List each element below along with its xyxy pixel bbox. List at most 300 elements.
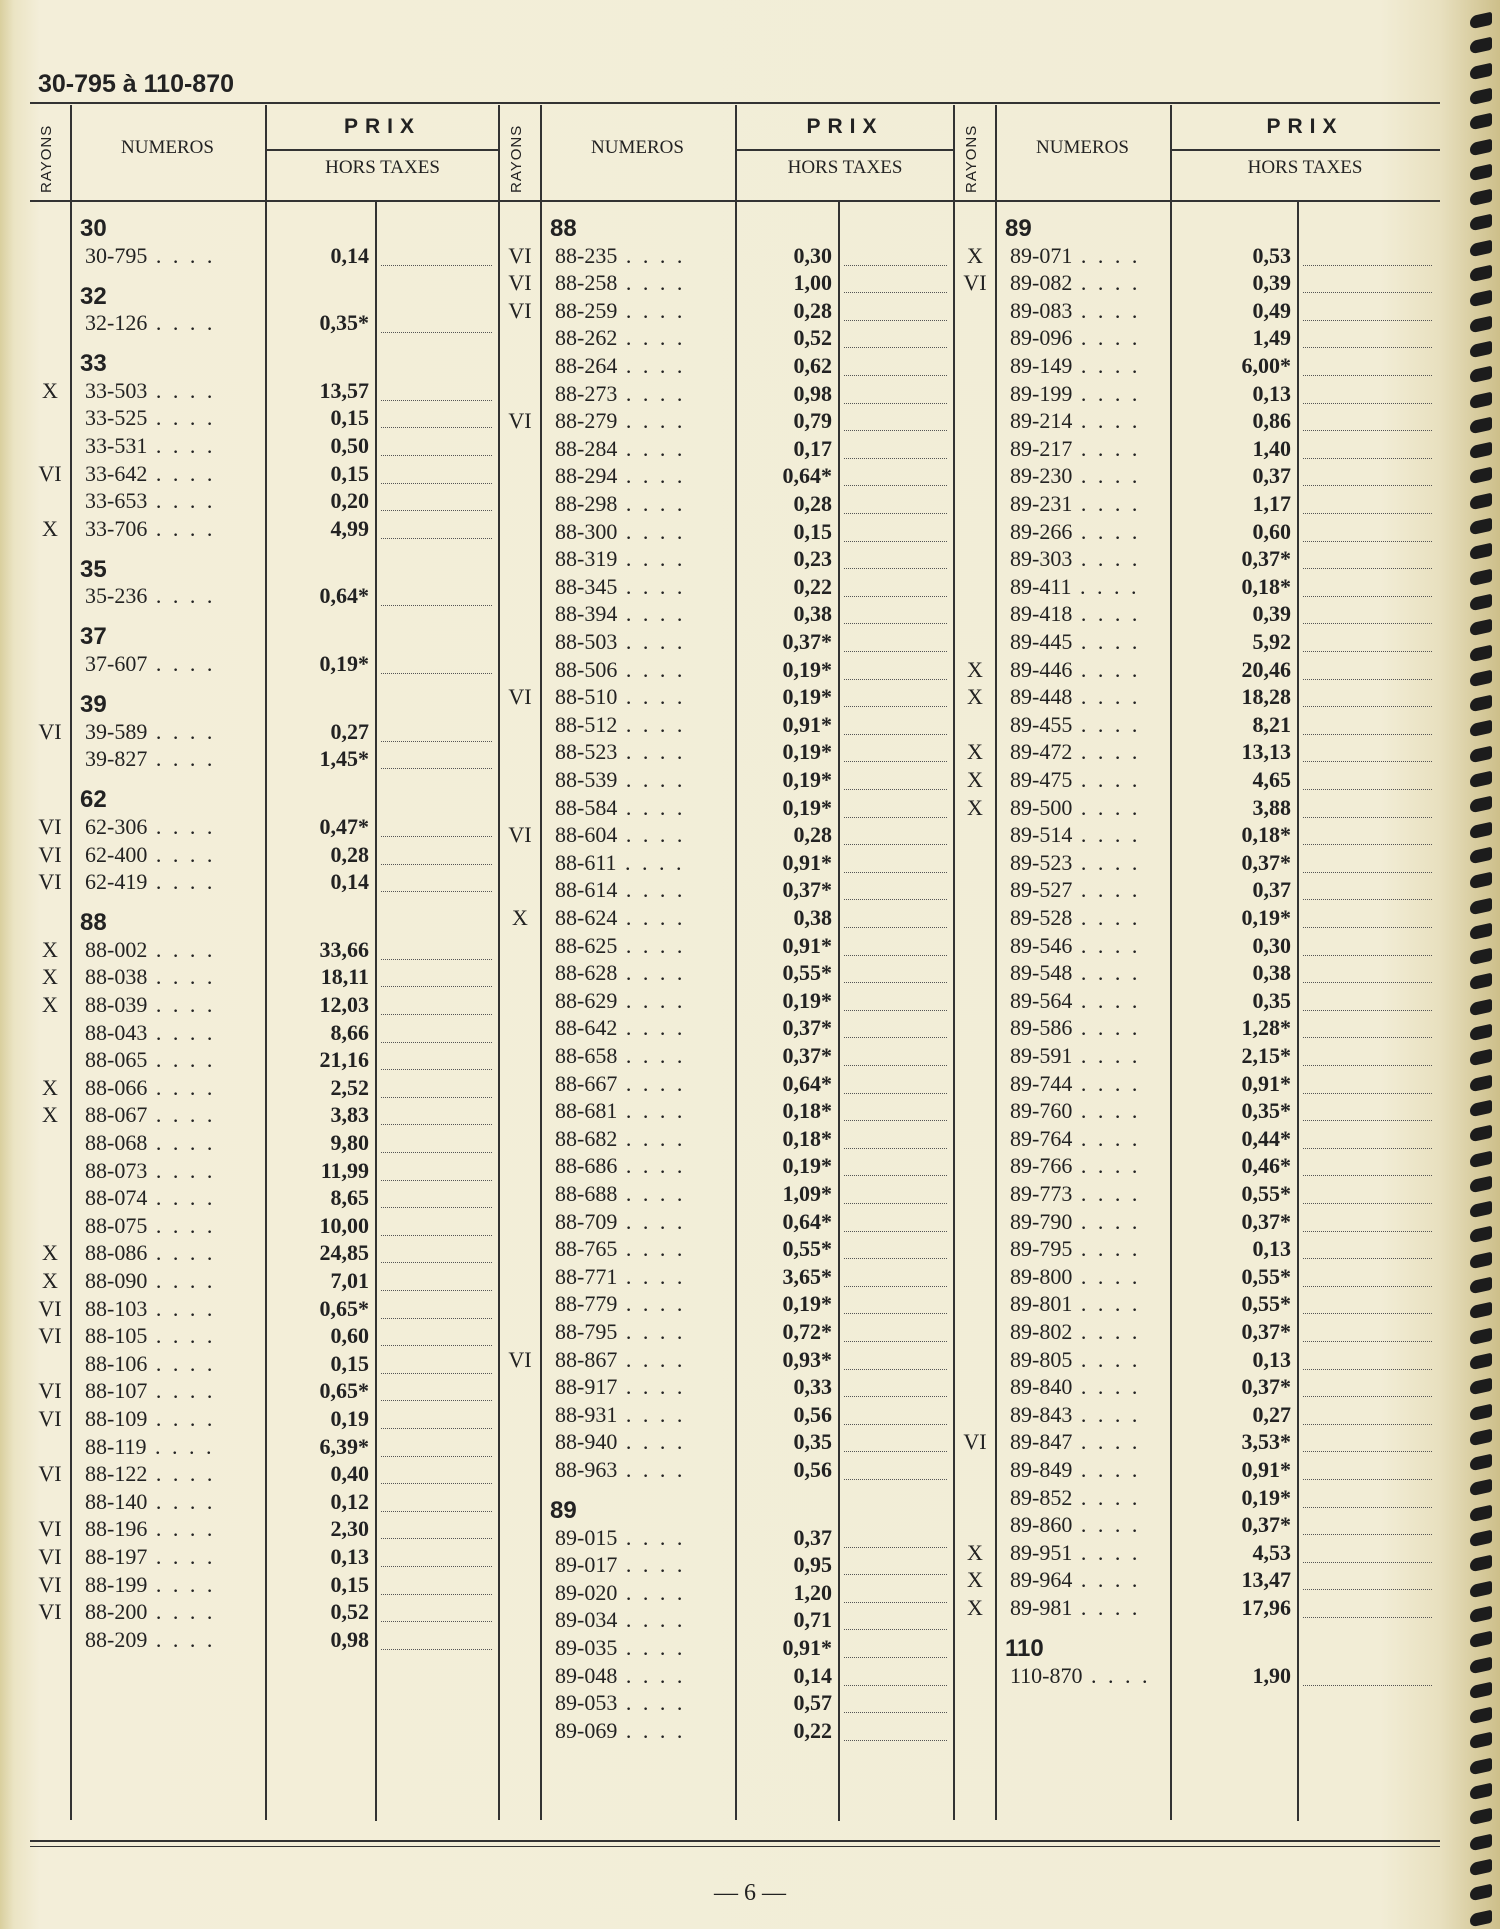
item-number [1010, 601, 1140, 627]
item-number [1010, 960, 1140, 986]
item-number-text: 89-303 [1010, 546, 1073, 572]
leader-dots: . . . . [1072, 353, 1141, 378]
item-price: 1,49 [1252, 325, 1291, 351]
price-entry-line [381, 1621, 492, 1622]
item-price: 11,99 [320, 1157, 369, 1183]
price-entry-line [1303, 1479, 1432, 1480]
price-entry-line [381, 836, 492, 837]
price-entry-line [1303, 1424, 1432, 1425]
leader-dots: . . . . [1072, 325, 1141, 351]
item-number [85, 719, 215, 745]
item-number-text: 89-418 [1010, 601, 1073, 627]
item-price: 0,47* [319, 813, 369, 839]
item-price: 0,15 [330, 405, 369, 431]
price-entry-line [1303, 789, 1432, 790]
leader-dots: . . . . [1072, 1208, 1141, 1234]
header-bottom-rule [955, 200, 1440, 202]
item-price: 0,19* [1241, 1484, 1291, 1510]
price-entry-line [1303, 1562, 1432, 1563]
leader-dots: . . . . [1072, 1070, 1141, 1096]
item-number [555, 629, 685, 655]
item-number [85, 869, 215, 895]
item-number [85, 1489, 215, 1515]
leader-dots: . . . . [617, 1401, 686, 1427]
item-price: 0,19* [782, 656, 832, 682]
item-price: 0,30 [793, 242, 832, 268]
item-number [555, 1402, 685, 1428]
price-entry-line [1303, 1286, 1432, 1287]
price-entry-line [844, 596, 947, 597]
numeros-header: NUMEROS [121, 137, 214, 158]
leader-dots: . . . . [617, 1153, 686, 1179]
rayon-code: X [42, 1240, 58, 1266]
item-number-text: 89-760 [1010, 1098, 1073, 1124]
leader-dots: . . . . [147, 1599, 216, 1625]
item-number-text: 89-035 [555, 1635, 618, 1661]
price-entry-line [381, 1373, 492, 1374]
leader-dots: . . . . [147, 1019, 216, 1045]
price-entry-line [1303, 1685, 1432, 1686]
item-number [555, 739, 685, 765]
binding-hole [1470, 948, 1492, 966]
leader-dots: . . . . [147, 1267, 216, 1293]
item-price: 0,79 [793, 408, 832, 434]
item-price: 0,98 [330, 1626, 369, 1652]
binding-hole [1470, 1783, 1492, 1801]
item-price: 18,28 [1241, 684, 1291, 710]
item-number [85, 1075, 215, 1101]
binding-hole [1470, 1707, 1492, 1725]
item-number [85, 1268, 215, 1294]
item-number-text: 89-034 [555, 1607, 618, 1633]
rayon-code: X [967, 739, 983, 765]
group-heading: 33 [80, 350, 107, 378]
leader-dots: . . . . [617, 1263, 686, 1289]
item-number-text: 88-300 [555, 518, 618, 544]
price-entry-line [844, 403, 947, 404]
leader-dots: . . . . [617, 1690, 686, 1716]
item-price: 0,37* [1241, 1319, 1291, 1344]
leader-dots: . . . . [617, 1070, 686, 1096]
item-number-text: 89-795 [1010, 1236, 1073, 1262]
leader-dots: . . . . [617, 601, 686, 627]
item-number-text: 62-419 [85, 869, 148, 895]
binding-hole [1470, 1454, 1492, 1472]
price-entry-line [381, 1483, 492, 1484]
leader-dots: . . . . [1072, 1319, 1141, 1344]
leader-dots: . . . . [1072, 1374, 1141, 1400]
rayon-code: X [42, 377, 58, 403]
rayon-code: VI [38, 1599, 62, 1625]
item-price: 0,60 [1252, 518, 1291, 544]
item-price: 0,14 [330, 869, 369, 895]
item-number-text: 89-448 [1010, 684, 1073, 710]
item-number [1010, 1429, 1140, 1455]
binding-hole [1470, 998, 1492, 1016]
leader-dots: . . . . [147, 1212, 216, 1238]
price-entry-line [844, 955, 947, 956]
item-number-text: 88-642 [555, 1015, 618, 1041]
item-price: 0,91* [1241, 1457, 1291, 1482]
price-entry-line [381, 400, 492, 401]
binding-hole [1470, 1074, 1492, 1092]
group-heading: 35 [80, 555, 107, 583]
price-entry-line [844, 1231, 947, 1232]
price-entry-line [381, 1207, 492, 1208]
item-number-text: 88-709 [555, 1208, 618, 1234]
item-number-text: 88-867 [555, 1346, 618, 1372]
item-price: 0,17 [793, 435, 832, 461]
item-number [1010, 712, 1140, 738]
leader-dots: . . . . [1071, 573, 1140, 599]
item-number-text: 89-475 [1010, 767, 1073, 792]
item-number [85, 746, 215, 772]
binding-hole [1470, 391, 1492, 409]
price-entry-line [381, 741, 492, 742]
binding-hole [1470, 1226, 1492, 1244]
price-entry-line [381, 1538, 492, 1539]
prix-inner-divider [375, 201, 377, 1821]
item-price: 0,39 [1252, 270, 1291, 296]
item-number [85, 1351, 215, 1377]
rayon-code: VI [508, 270, 532, 296]
item-number [555, 463, 685, 489]
item-price: 0,18* [1241, 573, 1291, 599]
leader-dots: . . . . [1072, 270, 1141, 296]
rayon-code: VI [508, 297, 532, 323]
rayon-code: X [42, 1102, 58, 1128]
item-number-text: 88-940 [555, 1429, 618, 1455]
item-number-text: 88-209 [85, 1626, 148, 1652]
item-number [555, 877, 685, 903]
item-number-text: 88-107 [85, 1378, 148, 1404]
item-number-text: 89-773 [1010, 1181, 1073, 1206]
binding-hole [1470, 1024, 1492, 1042]
item-number [85, 243, 215, 269]
item-price: 0,46* [1241, 1153, 1291, 1179]
leader-dots: . . . . [617, 1125, 686, 1151]
price-entry-line [381, 1345, 492, 1346]
price-entry-line [1303, 292, 1432, 293]
price-entry-line [844, 1396, 947, 1397]
item-number [1010, 243, 1140, 269]
leader-dots: . . . . [617, 1319, 686, 1344]
item-number-text: 88-235 [555, 242, 618, 268]
item-number-text: 88-604 [555, 822, 618, 848]
item-price: 0,98 [793, 380, 832, 406]
item-price: 10,00 [319, 1212, 369, 1238]
item-number [85, 1240, 215, 1266]
leader-dots: . . . . [617, 353, 686, 378]
rayon-code: X [967, 656, 983, 682]
binding-hole [1470, 442, 1492, 460]
leader-dots: . . . . [147, 1240, 216, 1266]
item-price: 0,91* [782, 1635, 832, 1661]
binding-hole [1470, 619, 1492, 637]
item-number [1010, 491, 1140, 517]
binding-hole [1470, 138, 1492, 156]
leader-dots: . . . . [1072, 518, 1141, 544]
item-number [1010, 1209, 1140, 1235]
binding-hole [1470, 669, 1492, 687]
price-entry-line [844, 1740, 947, 1741]
item-number [555, 1457, 685, 1483]
rayon-code: VI [508, 1346, 532, 1372]
binding-hole [1470, 543, 1492, 561]
item-number-text: 89-020 [555, 1579, 618, 1605]
price-entry-line [381, 959, 492, 960]
item-number [555, 1181, 685, 1207]
item-number [1010, 822, 1140, 848]
binding-hole [1470, 416, 1492, 434]
binding-hole [1470, 1656, 1492, 1674]
price-entry-line [844, 623, 947, 624]
spiral-binding [1460, 0, 1500, 1929]
rayon-code: X [42, 1267, 58, 1293]
item-number-text: 88-779 [555, 1291, 618, 1317]
price-entry-line [1303, 1120, 1432, 1121]
binding-hole [1470, 897, 1492, 915]
binding-hole [1470, 1327, 1492, 1345]
price-entry-line [844, 265, 947, 266]
item-number-text: 89-082 [1010, 270, 1073, 296]
binding-hole [1470, 1884, 1492, 1902]
price-entry-line [1303, 1065, 1432, 1066]
price-entry-line [381, 864, 492, 865]
item-price: 0,39 [1252, 601, 1291, 627]
item-number-text: 88-506 [555, 656, 618, 682]
leader-dots: . . . . [617, 960, 686, 986]
item-number [555, 657, 685, 683]
item-price: 0,19* [782, 767, 832, 792]
leader-dots: . . . . [147, 1543, 216, 1569]
item-number [555, 1015, 685, 1041]
item-number [555, 1264, 685, 1290]
leader-dots: . . . . [617, 1552, 686, 1578]
item-number-text: 89-546 [1010, 932, 1073, 958]
item-number-text: 89-548 [1010, 960, 1073, 986]
binding-hole [1470, 594, 1492, 612]
item-number [1010, 1043, 1140, 1069]
price-entry-line [1303, 982, 1432, 983]
item-number [555, 1607, 685, 1633]
item-number [85, 583, 215, 609]
leader-dots: . . . . [1072, 629, 1141, 654]
item-number-text: 35-236 [85, 583, 148, 609]
item-price: 0,37* [782, 877, 832, 903]
item-price: 0,35* [1241, 1098, 1291, 1124]
price-entry-line [381, 332, 492, 333]
price-entry-line [381, 1290, 492, 1291]
leader-dots: . . . . [617, 546, 686, 572]
binding-hole [1470, 290, 1492, 308]
price-entry-line [844, 375, 947, 376]
rayon-code: VI [508, 408, 532, 434]
item-price: 0,19* [319, 651, 369, 677]
price-entry-line [1303, 1231, 1432, 1232]
price-entry-line [381, 1400, 492, 1401]
binding-hole [1470, 518, 1492, 536]
price-entry-line [1303, 265, 1432, 266]
price-entry-line [1303, 1369, 1432, 1370]
rayon-code: VI [38, 841, 62, 867]
item-number [555, 1098, 685, 1124]
hors-taxes-header: HORS TAXES [1247, 157, 1363, 178]
item-number [555, 1319, 685, 1345]
leader-dots: . . . . [147, 1323, 216, 1349]
leader-dots: . . . . [1072, 822, 1141, 848]
price-entry-line [381, 768, 492, 769]
header-bottom-rule [500, 200, 955, 202]
item-number [1010, 629, 1140, 655]
item-number-text: 88-002 [85, 936, 148, 962]
binding-hole [1470, 1530, 1492, 1548]
item-number-text: 88-258 [555, 270, 618, 296]
rayon-code: VI [963, 1429, 987, 1455]
item-number-text: 89-951 [1010, 1539, 1073, 1565]
item-number-text: 88-039 [85, 991, 148, 1017]
binding-hole [1470, 163, 1492, 181]
price-entry-line [1303, 513, 1432, 514]
item-number [1010, 298, 1140, 324]
item-number-text: 89-266 [1010, 518, 1073, 544]
price-entry-line [381, 1014, 492, 1015]
item-number [1010, 905, 1140, 931]
item-number [555, 353, 685, 379]
item-number-text: 88-294 [555, 463, 618, 489]
leader-dots: . . . . [1072, 711, 1141, 737]
item-price: 0,93* [782, 1346, 832, 1372]
price-entry-line [844, 568, 947, 569]
item-number-text: 88-771 [555, 1263, 618, 1289]
item-number-text: 89-015 [555, 1524, 618, 1550]
price-entry-line [1303, 568, 1432, 569]
price-entry-line [1303, 430, 1432, 431]
binding-hole [1470, 745, 1492, 763]
binding-hole [1470, 1732, 1492, 1750]
leader-dots: . . . . [1072, 546, 1141, 572]
item-number-text: 88-199 [85, 1571, 148, 1597]
leader-dots: . . . . [147, 460, 216, 486]
item-number [1010, 1291, 1140, 1317]
item-number-text: 88-628 [555, 960, 618, 986]
item-number-text: 88-667 [555, 1070, 618, 1096]
item-price: 13,57 [319, 377, 369, 403]
item-number-text: 89-744 [1010, 1070, 1073, 1096]
leader-dots: . . . . [617, 1043, 686, 1068]
leader-dots: . . . . [617, 270, 686, 296]
binding-hole [1470, 1428, 1492, 1446]
item-number [85, 433, 215, 459]
binding-hole [1470, 1681, 1492, 1699]
item-price: 0,56 [793, 1457, 832, 1482]
item-price: 0,13 [1252, 380, 1291, 406]
item-number [85, 1130, 215, 1156]
leader-dots: . . . . [1072, 242, 1141, 268]
leader-dots: . . . . [1072, 794, 1141, 820]
group-heading: 88 [80, 909, 107, 937]
rayon-code: VI [38, 718, 62, 744]
binding-hole [1470, 1403, 1492, 1421]
item-number [1010, 1347, 1140, 1373]
item-price: 24,85 [319, 1240, 369, 1266]
rayon-code: VI [963, 270, 987, 296]
title-rule [30, 102, 1440, 104]
item-number-text: 88-765 [555, 1236, 618, 1262]
item-price: 0,91* [782, 849, 832, 875]
leader-dots: . . . . [147, 746, 216, 772]
item-price: 0,86 [1252, 408, 1291, 434]
rayon-code: VI [38, 1571, 62, 1597]
price-entry-line [1303, 375, 1432, 376]
item-price: 0,72* [782, 1319, 832, 1344]
item-number-text: 88-539 [555, 767, 618, 792]
price-entry-line [844, 1175, 947, 1176]
item-price: 1,00 [793, 270, 832, 296]
item-number-text: 89-217 [1010, 435, 1073, 461]
binding-hole [1470, 366, 1492, 384]
group-heading: 30 [80, 215, 107, 242]
price-entry-line [381, 427, 492, 428]
item-price: 0,30 [1252, 932, 1291, 958]
item-price: 17,96 [1241, 1595, 1291, 1620]
item-number-text: 88-105 [85, 1323, 148, 1349]
price-entry-line [844, 458, 947, 459]
item-price: 0,22 [793, 573, 832, 599]
leader-dots: . . . . [617, 767, 686, 792]
item-number-text: 89-766 [1010, 1153, 1073, 1179]
price-entry-line [844, 789, 947, 790]
leader-dots: . . . . [147, 310, 216, 336]
item-number [1010, 1264, 1140, 1290]
binding-hole [1470, 88, 1492, 106]
binding-hole [1470, 771, 1492, 789]
item-number-text: 88-795 [555, 1319, 618, 1344]
prix-header-rule [735, 149, 955, 151]
item-price: 2,30 [330, 1516, 369, 1542]
leader-dots: . . . . [1072, 601, 1141, 627]
price-entry-line [844, 1369, 947, 1370]
item-price: 0,49 [1252, 297, 1291, 323]
item-price: 0,18* [782, 1125, 832, 1151]
item-number [1010, 1402, 1140, 1428]
rayon-code: VI [508, 822, 532, 848]
leader-dots: . . . . [617, 408, 686, 434]
item-number [555, 933, 685, 959]
leader-dots: . . . . [147, 1405, 216, 1431]
item-price: 0,50 [330, 433, 369, 459]
item-number-text: 89-514 [1010, 822, 1073, 848]
item-number-text: 89-800 [1010, 1263, 1073, 1289]
item-number-text: 88-259 [555, 297, 618, 323]
item-number [1010, 1153, 1140, 1179]
price-entry-line [844, 1602, 947, 1603]
leader-dots: . . . . [147, 813, 216, 839]
item-price: 0,91* [782, 711, 832, 737]
price-entry-line [1303, 1037, 1432, 1038]
leader-dots: . . . . [1072, 1098, 1141, 1124]
price-entry-line [844, 734, 947, 735]
item-number [1010, 574, 1140, 600]
leader-dots: . . . . [1072, 435, 1141, 461]
price-entry-line [381, 605, 492, 606]
binding-hole [1470, 1251, 1492, 1269]
item-number [1010, 1567, 1140, 1593]
price-entry-line [381, 1649, 492, 1650]
price-entry-line [844, 927, 947, 928]
binding-hole [1470, 37, 1492, 55]
item-number [85, 378, 215, 404]
